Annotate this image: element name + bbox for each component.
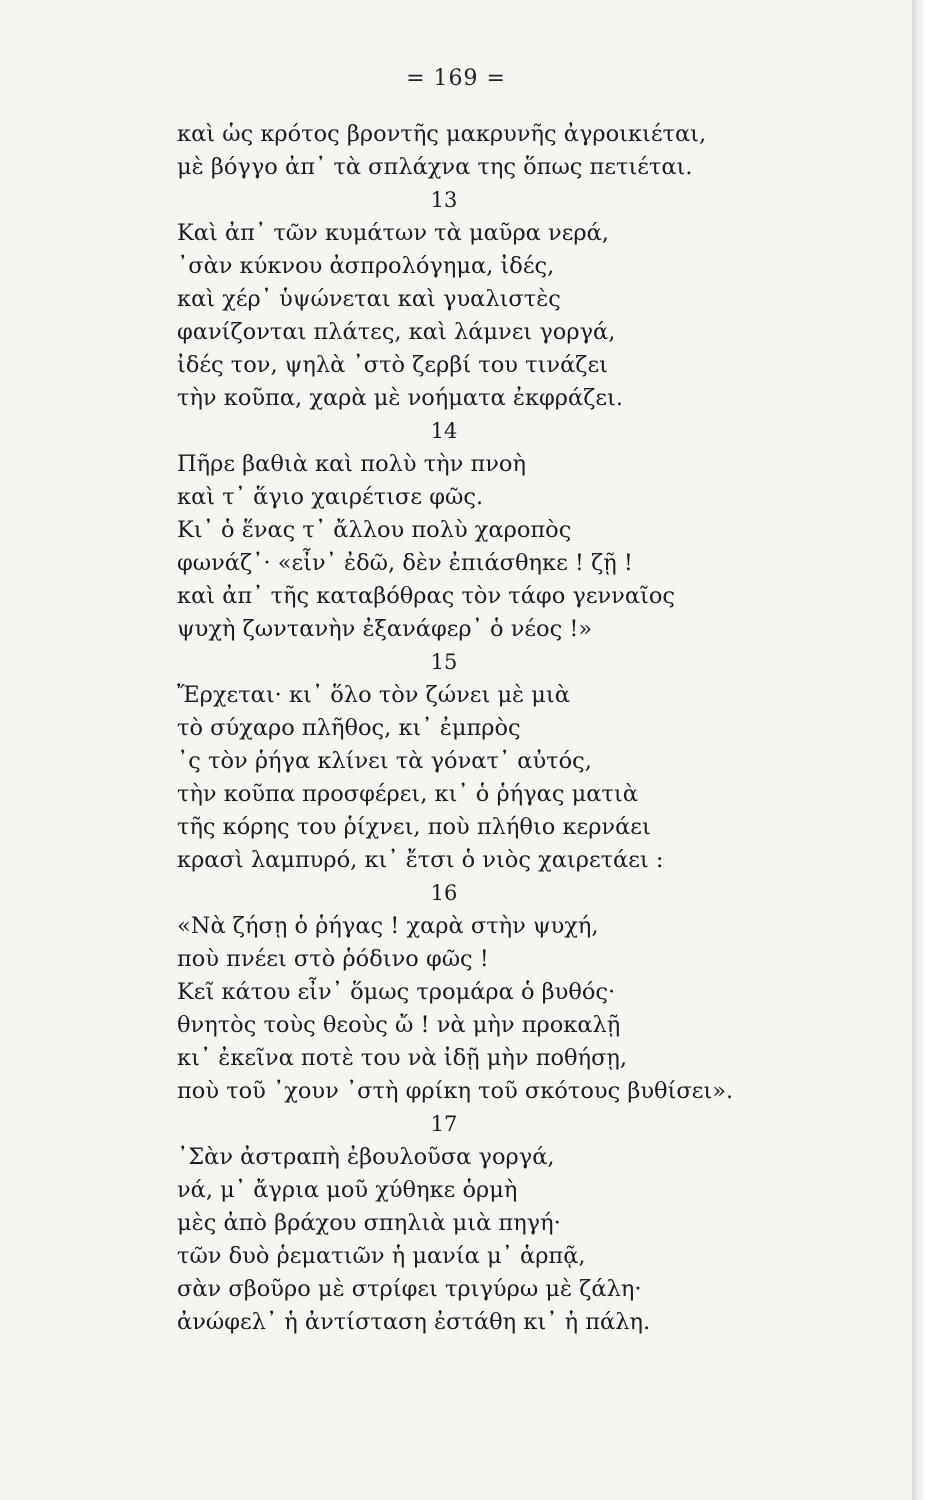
stanza-number: 13: [430, 188, 458, 212]
poem-line: σὰν σβοῦρο μὲ στρίφει τριγύρω μὲ ζάλη·: [177, 1276, 642, 1302]
poem-line: φανίζονται πλάτες, καὶ λάμνει γοργά,: [177, 319, 616, 345]
poem-line: Πῆρε βαθιὰ καὶ πολὺ τὴν πνοὴ: [177, 451, 526, 477]
stanza-number: 17: [430, 1112, 458, 1136]
poem-line: τὸ σύχαρο πλῆθος, κι᾿ ἐμπρὸς: [177, 715, 521, 741]
poem-line: ποὺ πνέει στὸ ῥόδινο φῶς !: [177, 946, 489, 972]
poem-line: καὶ ἀπ᾿ τῆς καταβόθρας τὸν τάφο γενναῖος: [177, 583, 676, 609]
poem-line: φωνάζ᾿· «εἶν᾿ ἐδῶ, δὲν ἐπιάσθηκε ! ζῇ !: [177, 550, 633, 576]
poem-line: νά, μ᾿ ἄγρια μοῦ χύθηκε ὁρμὴ: [177, 1177, 518, 1203]
poem-line: τῶν δυὸ ῥεματιῶν ἡ μανία μ᾿ ἁρπᾷ,: [177, 1243, 586, 1269]
poem-line: τὴν κοῦπα, χαρὰ μὲ νοήματα ἐκφράζει.: [177, 385, 624, 411]
poem-line: Κεῖ κάτου εἶν᾿ ὅμως τρομάρα ὁ βυθός·: [177, 979, 616, 1005]
poem-line: κρασὶ λαμπυρό, κι᾿ ἔτσι ὁ νιὸς χαιρετάει :: [177, 847, 664, 873]
poem-line: ᾿σὰν κύκνου ἀσπρολόγημα, ἰδές,: [177, 253, 555, 279]
poem-line: τῆς κόρης του ῥίχνει, ποὺ πλήθιο κερνάει: [177, 814, 651, 840]
poem-line: ἀνώφελ᾿ ἡ ἀντίσταση ἐστάθη κι᾿ ἡ πάλη.: [177, 1309, 651, 1335]
stanza-number: 16: [430, 881, 458, 905]
page-number-header: = 169 =: [406, 66, 506, 91]
poem-line: μὲ βόγγο ἀπ᾿ τὰ σπλάχνα της ὅπως πετιέται.: [177, 154, 693, 180]
poem-line: καὶ χέρ᾿ ὑψώνεται καὶ γυαλιστὲς: [177, 286, 561, 312]
poem-line: ᾿Σὰν ἀστραπὴ ἐβουλοῦσα γοργά,: [177, 1144, 555, 1170]
poem-line: καὶ ὡς κρότος βροντῆς μακρυνῆς ἀγροικιέται,: [177, 121, 707, 147]
poem-line: μὲς ἀπὸ βράχου σπηλιὰ μιὰ πηγή·: [177, 1210, 561, 1236]
poem-line: ἰδές τον, ψηλὰ ᾿στὸ ζερβί του τινάζει: [177, 352, 608, 378]
poem-line: θνητὸς τοὺς θεοὺς ὤ ! νὰ μὴν προκαλῇ: [177, 1012, 621, 1038]
poem-line: Ἔρχεται· κι᾿ ὅλο τὸν ζώνει μὲ μιὰ: [177, 682, 570, 708]
poem-line: Καὶ ἀπ᾿ τῶν κυμάτων τὰ μαῦρα νερά,: [177, 220, 609, 246]
stanza-number: 14: [430, 419, 458, 443]
poem-line: καὶ τ᾿ ἅγιο χαιρέτισε φῶς.: [177, 484, 484, 510]
stanza-number: 15: [430, 650, 458, 674]
poem-line: τὴν κοῦπα προσφέρει, κι᾿ ὁ ῥήγας ματιὰ: [177, 781, 638, 807]
poem-line: ψυχὴ ζωντανὴν ἐξανάφερ᾿ ὁ νέος !»: [177, 616, 593, 642]
page-edge: [912, 0, 925, 1500]
poem-text: [177, 118, 777, 1339]
poem-line: κι᾿ ἐκεῖνα ποτὲ του νὰ ἰδῇ μὴν ποθήσῃ,: [177, 1045, 628, 1071]
poem-line: ποὺ τοῦ ᾿χουν ᾿στὴ φρίκη τοῦ σκότους βυθίσει».: [177, 1078, 734, 1104]
poem-line: «Νὰ ζήσῃ ὁ ῥήγας ! χαρὰ στὴν ψυχή,: [177, 913, 599, 939]
poem-line: Κι᾿ ὁ ἕνας τ᾿ ἄλλου πολὺ χαροπὸς: [177, 517, 572, 543]
poem-line: ᾿ς τὸν ῥήγα κλίνει τὰ γόνατ᾿ αὐτός,: [177, 748, 592, 774]
